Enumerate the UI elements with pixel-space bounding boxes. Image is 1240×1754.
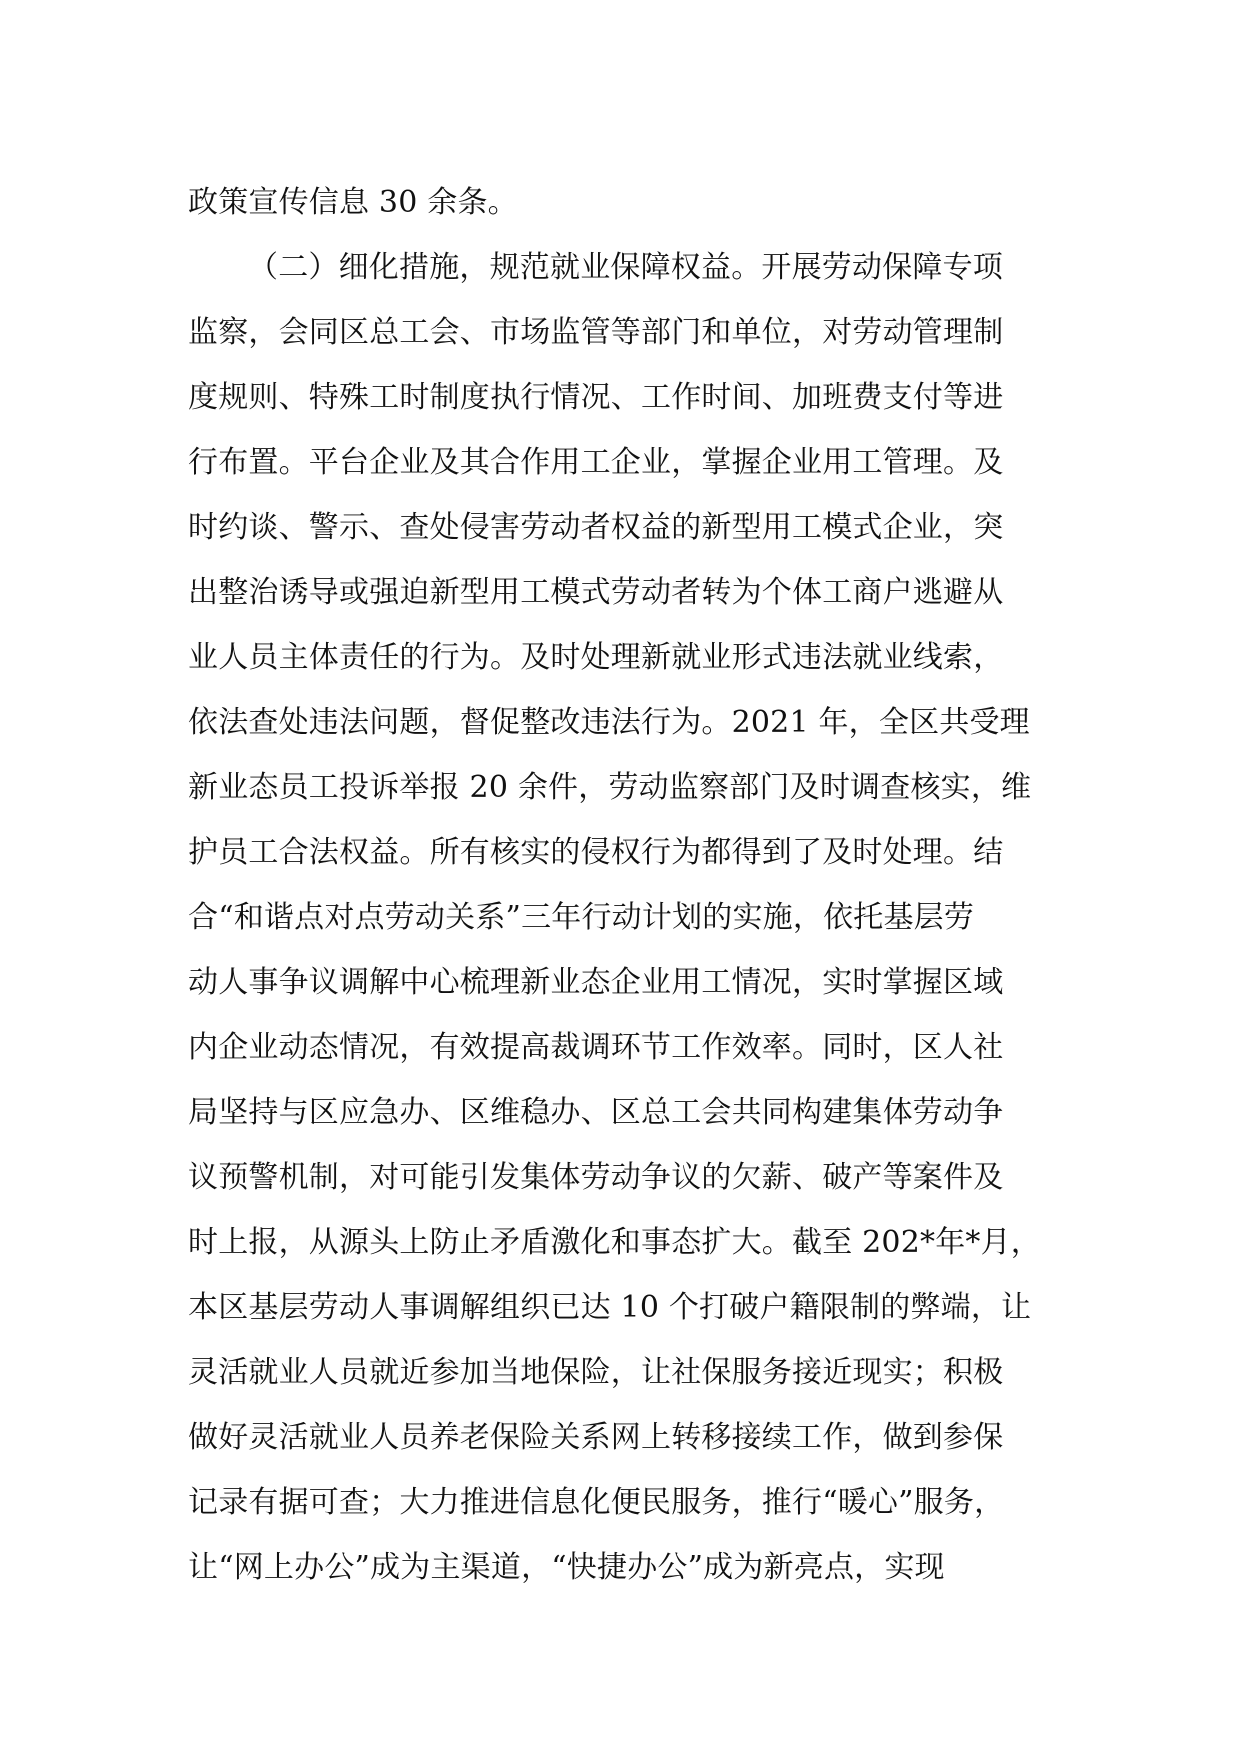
text-line: 做好灵活就业人员养老保险关系网上转移接续工作，做到参保	[188, 1420, 1004, 1455]
body-text	[188, 170, 1088, 1600]
text-line: 监察，会同区总工会、市场监管等部门和单位，对劳动管理制	[188, 315, 1004, 350]
text-line: 护员工合法权益。所有核实的侵权行为都得到了及时处理。结	[188, 835, 1004, 870]
text-line: 本区基层劳动人事调解组织已达 10 个打破户籍限制的弊端，让	[188, 1290, 1032, 1325]
text-line: 新业态员工投诉举报 20 余件，劳动监察部门及时调查核实，维	[188, 770, 1032, 805]
text-line: 时约谈、警示、查处侵害劳动者权益的新型用工模式企业，突	[188, 510, 1004, 545]
text-line: 记录有据可查；大力推进信息化便民服务，推行“暖心”服务，	[188, 1485, 1005, 1520]
text-line: 政策宣传信息 30 余条。	[188, 185, 518, 220]
text-line: 度规则、特殊工时制度执行情况、工作时间、加班费支付等进	[188, 380, 1004, 415]
text-line: 内企业动态情况，有效提高裁调环节工作效率。同时，区人社	[188, 1030, 1004, 1065]
text-line: 行布置。平台企业及其合作用工企业，掌握企业用工管理。及	[188, 445, 1004, 480]
text-line: 让“网上办公”成为主渠道，“快捷办公”成为新亮点，实现	[188, 1550, 945, 1585]
text-line: 业人员主体责任的行为。及时处理新就业形式违法就业线索，	[188, 640, 1004, 675]
section-heading-line: （二）细化措施，规范就业保障权益。开展劳动保障专项	[248, 250, 1003, 285]
text-line: 时上报，从源头上防止矛盾激化和事态扩大。截至 202*年*月，	[188, 1225, 1041, 1260]
text-line: 依法查处违法问题，督促整改违法行为。2021 年，全区共受理	[188, 705, 1030, 740]
text-line: 合“和谐点对点劳动关系”三年行动计划的实施，依托基层劳	[188, 900, 975, 935]
text-line: 出整治诱导或强迫新型用工模式劳动者转为个体工商户逃避从	[188, 575, 1004, 610]
text-line: 动人事争议调解中心梳理新业态企业用工情况，实时掌握区域	[188, 965, 1004, 1000]
text-line: 灵活就业人员就近参加当地保险，让社保服务接近现实；积极	[188, 1355, 1004, 1390]
text-line: 局坚持与区应急办、区维稳办、区总工会共同构建集体劳动争	[188, 1095, 1004, 1130]
text-line: 议预警机制，对可能引发集体劳动争议的欠薪、破产等案件及	[188, 1160, 1004, 1195]
